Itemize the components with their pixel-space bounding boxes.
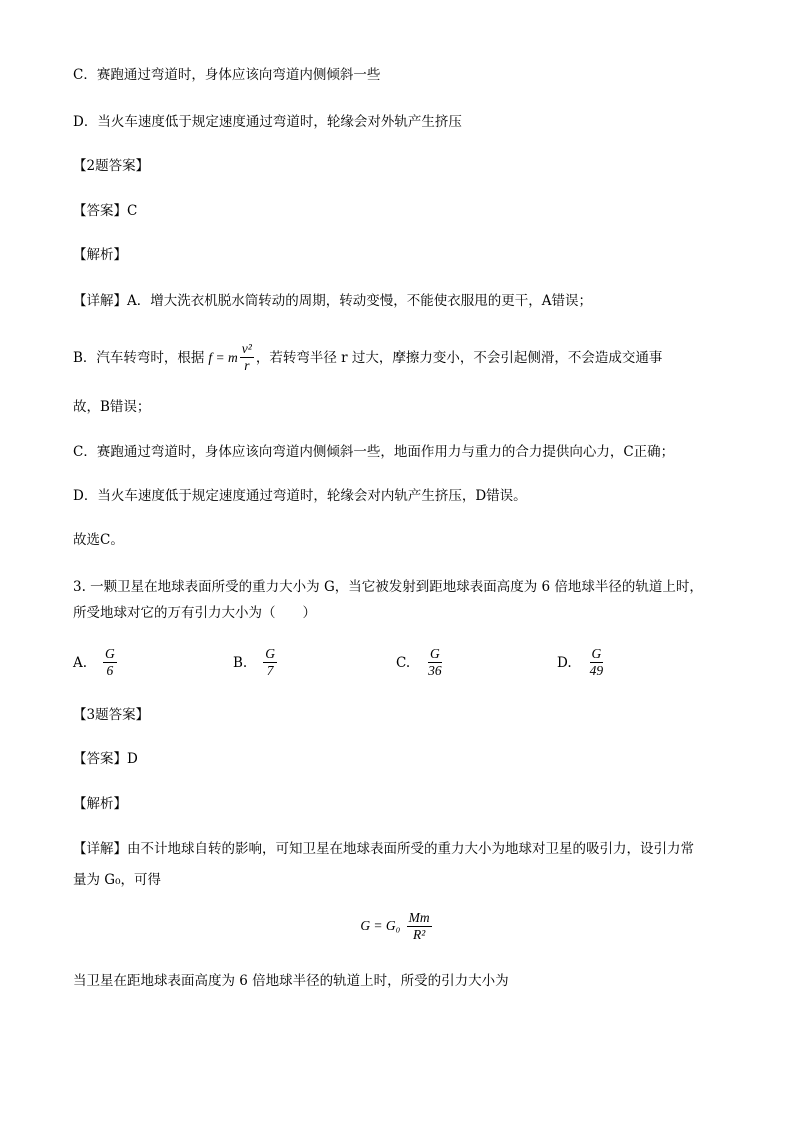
option-label: B. bbox=[233, 654, 248, 671]
gravity-equation bbox=[0, 910, 794, 943]
q2-detail-b-continued: 故，B错误； bbox=[73, 399, 151, 415]
formula-b-numerator: v² bbox=[241, 341, 252, 356]
equation-lhs: G = G₀ bbox=[360, 918, 401, 933]
q3-option-a bbox=[73, 646, 119, 679]
equation-numerator: Mm bbox=[408, 910, 430, 925]
q3-detail-line1: 【详解】由不计地球自转的影响，可知卫星在地球表面所受的重力大小为地球对卫星的吸引力，设引力常 bbox=[73, 841, 694, 857]
option-c-text: C．赛跑通过弯道时，身体应该向弯道内侧倾斜一些 bbox=[73, 67, 381, 83]
formula-b-denominator: r bbox=[244, 358, 250, 373]
option-label: D. bbox=[557, 654, 572, 671]
option-denominator: 7 bbox=[266, 663, 274, 678]
equation-fraction bbox=[407, 910, 432, 943]
option-fraction bbox=[426, 646, 444, 679]
formula-b-lhs: f = m bbox=[208, 349, 238, 365]
q3-option-b bbox=[233, 646, 279, 679]
q2-detail-b bbox=[73, 341, 662, 374]
q3-detail-line2: 量为 G₀，可得 bbox=[73, 872, 161, 888]
q2-analysis-header: 【解析】 bbox=[73, 247, 127, 263]
option-numerator: G bbox=[105, 646, 115, 661]
q3-stem-line2: 所受地球对它的万有引力大小为（ ） bbox=[73, 605, 316, 621]
option-fraction bbox=[588, 646, 606, 679]
option-denominator: 49 bbox=[589, 663, 604, 678]
q3-answer-header: 【3题答案】 bbox=[73, 707, 150, 723]
option-label: C. bbox=[396, 654, 411, 671]
option-numerator: G bbox=[430, 646, 440, 661]
q3-option-d bbox=[557, 646, 607, 679]
q2-choice: 故选C。 bbox=[73, 532, 124, 548]
q2-detail-d: D．当火车速度低于规定速度通过弯道时，轮缘会对内轨产生挤压，D错误。 bbox=[73, 488, 527, 504]
equation-denominator: R² bbox=[413, 927, 426, 942]
q3-option-c bbox=[396, 646, 446, 679]
q2-answer: 【答案】C bbox=[73, 203, 138, 219]
q3-stem-line1: 3. 一颗卫星在地球表面所受的重力大小为 G，当它被发射到距地球表面高度为 6 倍地球半径的轨道上时， bbox=[73, 579, 703, 595]
q2-detail-a: 【详解】A．增大洗衣机脱水筒转动的周期，转动变慢，不能使衣服甩的更干，A错误； bbox=[73, 293, 592, 309]
formula-b-fraction bbox=[240, 341, 254, 374]
option-fraction bbox=[103, 646, 117, 679]
q2-detail-c: C．赛跑通过弯道时，身体应该向弯道内侧倾斜一些，地面作用力与重力的合力提供向心力，C正确； bbox=[73, 444, 675, 460]
q2-detail-b-suffix: ，若转弯半径 r 过大，摩擦力变小，不会引起侧滑，不会造成交通事 bbox=[255, 349, 663, 366]
q3-detail-line3: 当卫星在距地球表面高度为 6 倍地球半径的轨道上时，所受的引力大小为 bbox=[73, 973, 509, 989]
option-denominator: 6 bbox=[106, 663, 114, 678]
option-denominator: 36 bbox=[428, 663, 442, 678]
q2-answer-header: 【2题答案】 bbox=[73, 158, 150, 174]
option-numerator: G bbox=[265, 646, 275, 661]
option-d-text: D．当火车速度低于规定速度通过弯道时，轮缘会对外轨产生挤压 bbox=[73, 114, 462, 130]
option-label: A. bbox=[73, 654, 88, 671]
option-numerator: G bbox=[591, 646, 602, 661]
q2-detail-b-prefix: B．汽车转弯时，根据 bbox=[73, 349, 205, 366]
q3-answer: 【答案】D bbox=[73, 751, 138, 767]
option-fraction bbox=[263, 646, 277, 679]
q3-analysis-header: 【解析】 bbox=[73, 796, 127, 812]
